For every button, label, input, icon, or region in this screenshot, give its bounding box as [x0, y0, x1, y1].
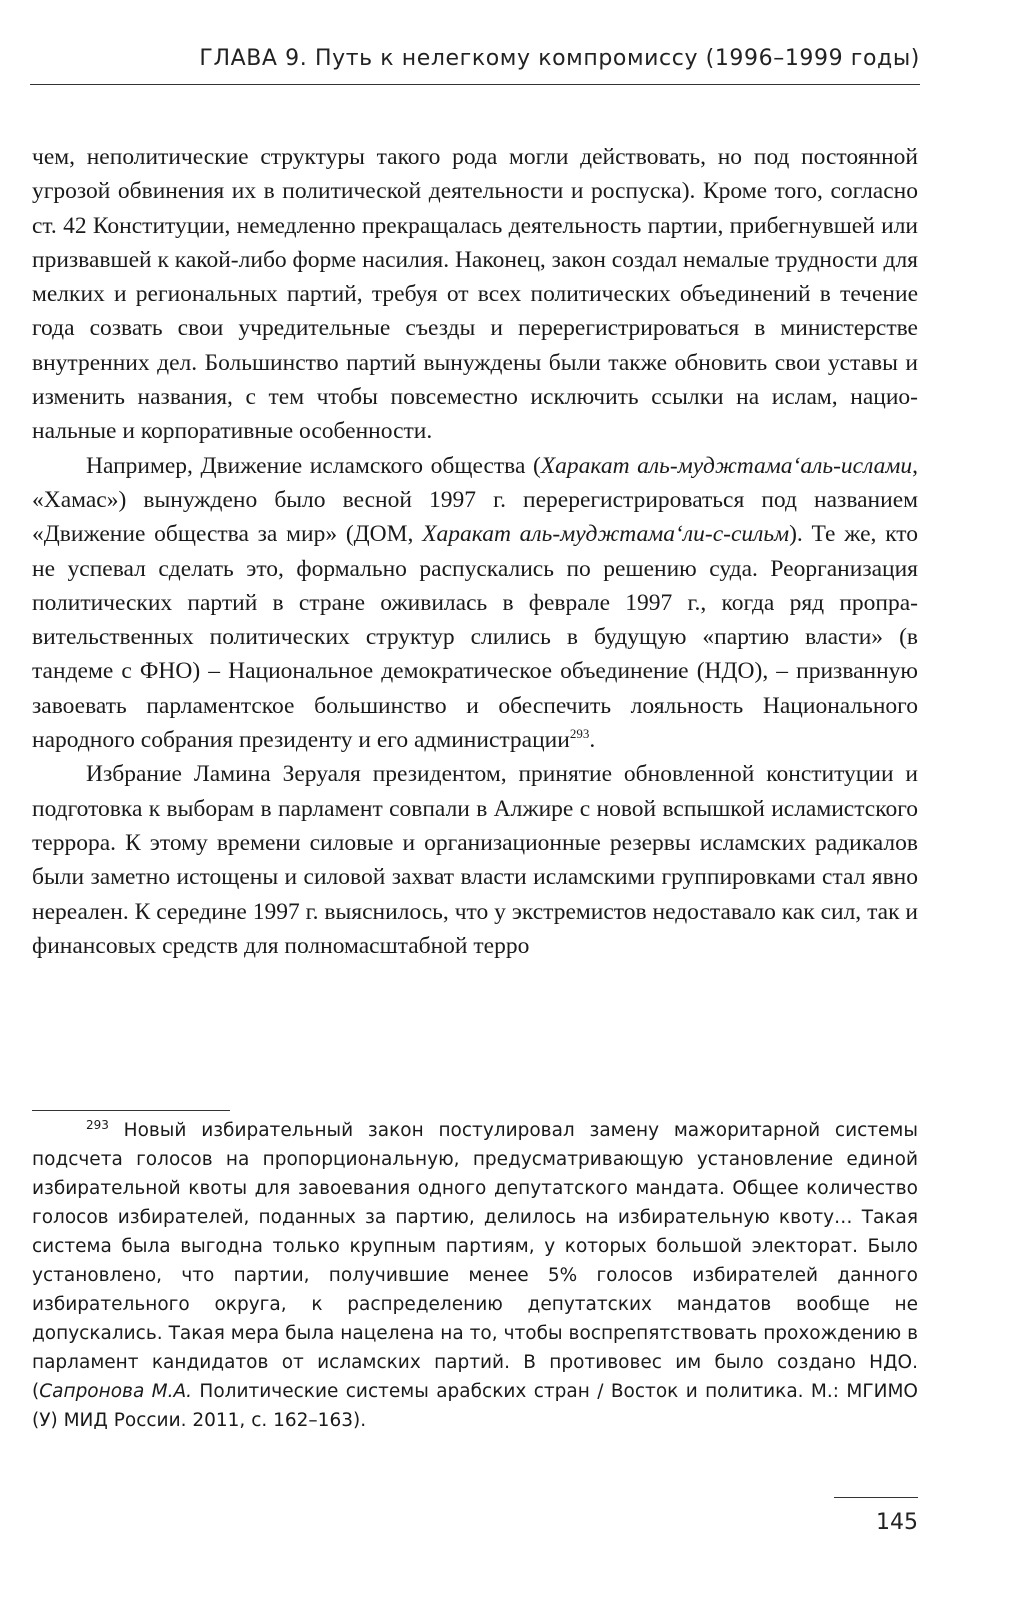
p2-text-3: ). Те же, кто не успевал сделать это, формально распускались по решению суда. Реорганизация политических партий в стране оживилась в феврале 1997 г., когда ряд проправительственных политических структур слились в будущую «партию власти» (в тандеме с ФНО) – Национальное демократическое объединение (НДО), – призванную завоевать парламентское большинство и обеспечить лояльность Национального народного собрания президенту и его администрации [32, 521, 919, 754]
paragraph-2 [32, 449, 918, 758]
running-header: ГЛАВА 9. Путь к нелегкому компромиссу (1996–1999 годы) [199, 46, 920, 71]
p2-text-1: Например, Движение исламского общества ( [86, 452, 541, 479]
page-number: 145 [876, 1510, 918, 1535]
footnote-number: 293 [86, 1117, 109, 1132]
p2-italic-term-2: Харакат аль-муджтама‘ли-с-сильм [422, 521, 790, 548]
p2-text-2: , «Хамас») вынуждено было весной 1997 г. перерегистрироваться под названием «Движение общества за мир» (ДОМ, [32, 452, 918, 548]
footnote-reference[interactable]: 293 [569, 726, 590, 742]
footnote-author: Сапронова М.А. [39, 1381, 193, 1402]
main-text [32, 140, 918, 963]
footnote-text-1: Новый избирательный закон постулировал замену мажоритарной системы подсчета голосов на пропорциональную, предусматривающую установление единой избирательной квоты для завоевания одного депутатского мандата. Общее количество голосов избирателей, поданных за партию, делилось на избирательную квоту… Такая система была выгодна только крупным партиям, у которых большой электорат. Было установлено, что партии, получившие менее 5% голосов избирателей данного избирательного округа, к распределению депутатских мандатов вообще не допускались. Такая мера была нацелена на то, чтобы воспрепятствовать прохождению в парламент кандидатов от исламских партий. В противовес им было создано НДО. ( [32, 1120, 918, 1402]
footnote-paragraph [32, 1116, 918, 1435]
page-number-rule [834, 1497, 918, 1498]
header-rule [30, 84, 920, 85]
footnote-rule [32, 1110, 230, 1111]
paragraph-3: Избрание Ламина Зеруаля президентом, принятие обновленной конституции и подготовка к выборам в парламент совпали в Алжире с новой вспышкой исламистского террора. К этому времени силовые и организационные резервы исламских радикалов были заметно истощены и силовой захват власти исламскими группировками стал явно нереален. К середине 1997 г. выяснилось, что у экстремистов недоставало как сил, так и финансовых средств для полномасштабной терро [32, 761, 918, 959]
p2-text-4: . [589, 727, 596, 754]
footnote-text-2: Политические системы арабских стран / Восток и политика. М.: МГИМО (У) МИД России. 2011, с. 162–163). [32, 1381, 918, 1431]
paragraph-1: чем, неполитические структуры такого рода могли действовать, но под постоянной угрозой обвинения их в политической деятельности и роспуска). Кроме того, согласно ст. 42 Конституции, немедленно прекращалась деятельность партии, прибегнувшей или призвавшей к какой-либо форме насилия. Наконец, закон создал немалые трудности для мелких и региональных партий, требуя от всех политических объединений в течение года созвать свои учредительные съезды и перерегистрироваться в министерстве внутренних дел. Большинство партий вынуждены были также обновить свои уставы и изменить названия, с тем чтобы повсеместно исключить ссылки на ислам, национальные и корпоративные особенности. [32, 144, 918, 445]
p2-italic-term-1: Харакат аль-муджтама‘аль-ислами [540, 452, 913, 479]
footnote [32, 1116, 918, 1435]
